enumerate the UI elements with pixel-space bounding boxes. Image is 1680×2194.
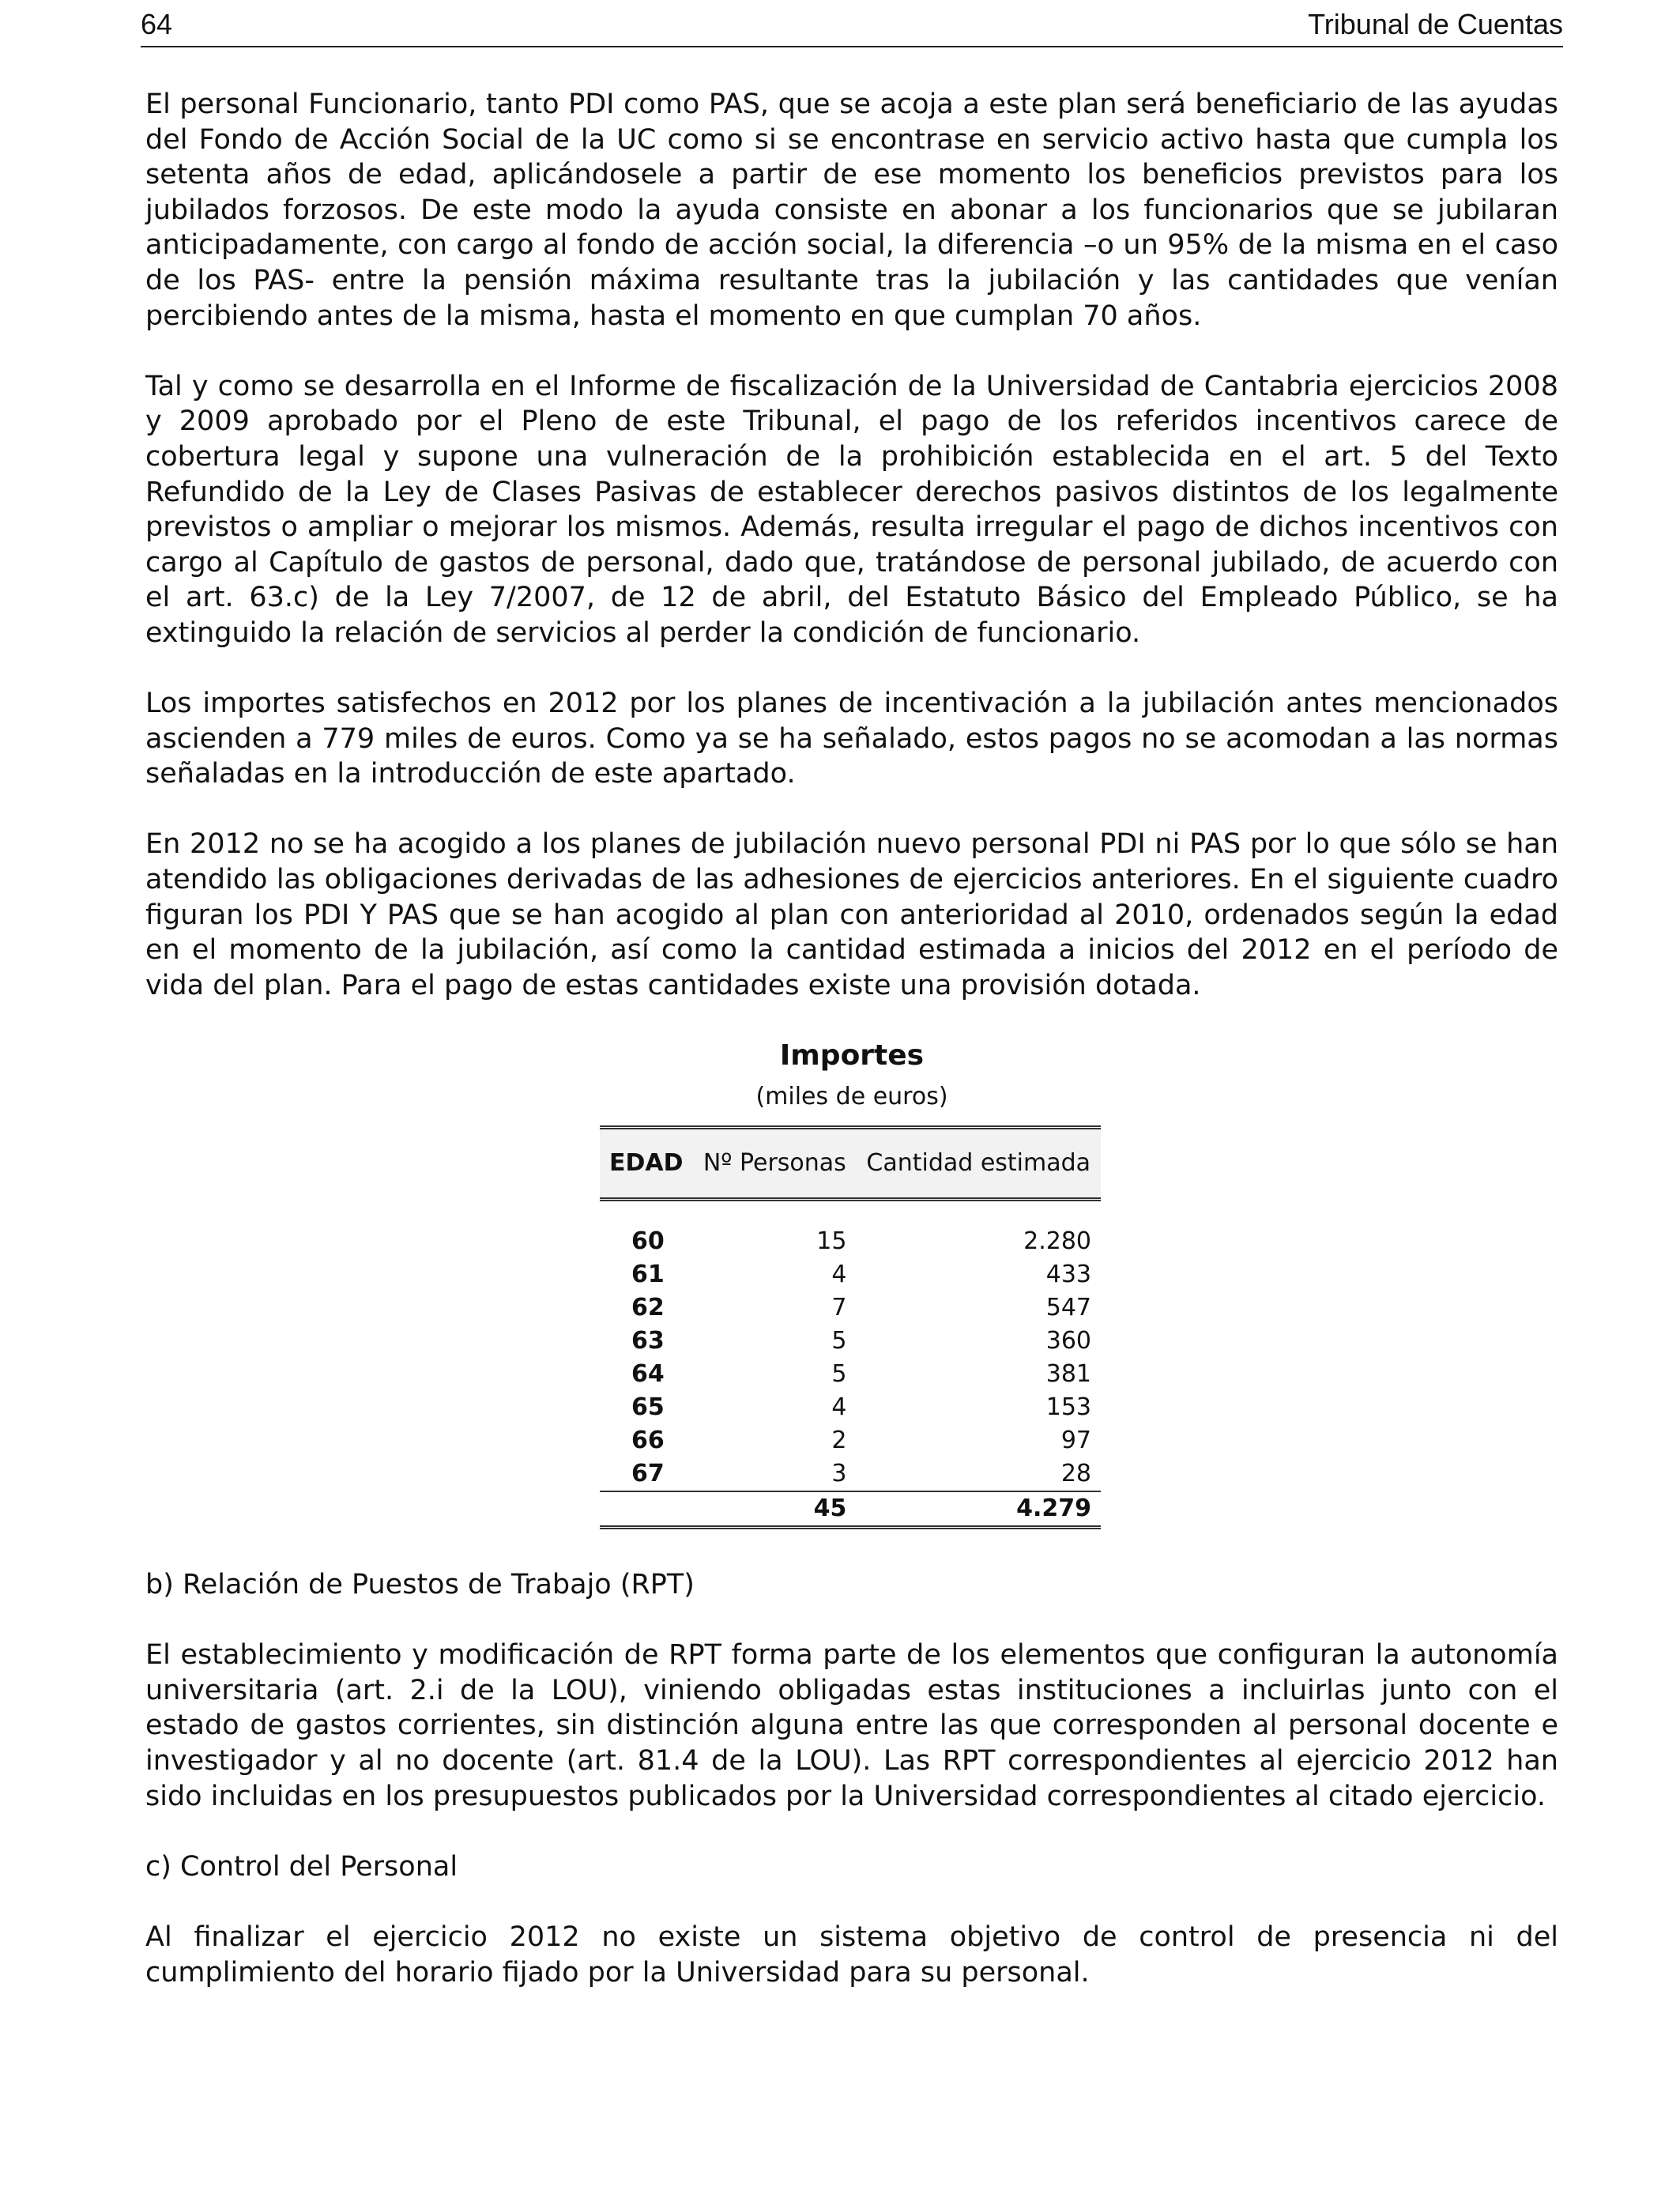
table-row	[600, 1225, 1101, 1258]
table-row	[600, 1457, 1101, 1491]
total-personas: 45	[693, 1491, 856, 1528]
page-number: 64	[141, 8, 173, 40]
table-row	[600, 1424, 1101, 1457]
importes-table-block	[145, 1039, 1558, 1529]
table-spacer-row	[600, 1200, 1101, 1226]
total-label-cell	[600, 1491, 693, 1528]
edad-cell: 60	[631, 1227, 665, 1256]
edad-cell: 66	[631, 1427, 665, 1455]
personas-cell: 2	[831, 1427, 847, 1455]
cantidad-cell: 433	[1045, 1261, 1091, 1289]
cantidad-cell: 360	[1045, 1327, 1091, 1355]
cantidad-cell: 97	[1060, 1427, 1091, 1455]
edad-cell: 63	[631, 1327, 665, 1355]
personas-cell: 5	[831, 1360, 847, 1389]
table-total-row	[600, 1491, 1101, 1528]
table-subtitle: (miles de euros)	[755, 1083, 948, 1111]
total-cantidad: 4.279	[856, 1491, 1101, 1528]
column-header-edad: EDAD	[600, 1128, 693, 1200]
paragraph-2: Tal y como se desarrolla en el Informe de fiscalización de la Universidad de Cantabria ejercicios 2008 y 2009 aprobado por el Pleno de este Tribunal, el pago de los referidos incentivos carece de cobertura legal y supone una vulneración de la prohibición establecida en el art. 5 del Texto Refundido de la Ley de Clases Pasivas de establecer derechos pasivos distintos de los legalmente previstos o ampliar o mejorar los mismos. Además, resulta irregular el pago de dichos incentivos con cargo al Capítulo de gastos de personal, dado que, tratándose de personal jubilado, de acuerdo con el art. 63.c) de la Ley 7/2007, de 12 de abril, del Estatuto Básico del Empleado Público, se ha extinguido la relación de servicios al perder la condición de funcionario.	[145, 370, 1558, 649]
column-header-personas: Nº Personas	[693, 1128, 856, 1200]
table-title: Importes	[779, 1039, 925, 1072]
edad-cell: 62	[631, 1294, 665, 1322]
table-row	[600, 1391, 1101, 1424]
table-row	[600, 1258, 1101, 1291]
cantidad-cell: 381	[1045, 1360, 1091, 1389]
paragraph-5: El establecimiento y modificación de RPT forma parte de los elementos que configuran la autonomía universitaria (art. 2.i de la LOU), viniendo obligadas estas instituciones a incluirlas junto con el estado de gastos corrientes, sin distinción alguna entre las que corresponden al personal docente e investigador y al no docente (art. 81.4 de la LOU). Las RPT correspondientes al ejercicio 2012 han sido incluidas en los presupuestos publicados por la Universidad correspondientes al citado ejercicio.	[145, 1639, 1558, 1812]
edad-cell: 61	[631, 1261, 665, 1289]
edad-cell: 67	[631, 1460, 665, 1488]
page-header	[141, 0, 1563, 47]
personas-cell: 15	[816, 1227, 847, 1256]
running-title: Tribunal de Cuentas	[1308, 8, 1563, 40]
paragraph-3: Los importes satisfechos en 2012 por los planes de incentivación a la jubilación antes mencionados ascienden a 779 miles de euros. Como ya se ha señalado, estos pagos no se acomodan a las normas señaladas en la introducción de este apartado.	[145, 688, 1558, 790]
paragraph-6: Al finalizar el ejercicio 2012 no existe un sistema objetivo de control de presencia ni del cumplimiento del horario fijado por la Universidad para su personal.	[145, 1921, 1558, 1989]
importes-table	[600, 1125, 1101, 1529]
paragraph-1: El personal Funcionario, tanto PDI como PAS, que se acoja a este plan será beneficiario de las ayudas del Fondo de Acción Social de la UC como si se encontrase en servicio activo hasta que cumpla los setenta años de edad, aplicándosele a partir de ese momento los beneficios previstos para los jubilados forzosos. De este modo la ayuda consiste en abonar a los funcionarios que se jubilaran anticipadamente, con cargo al fondo de acción social, la diferencia –o un 95% de la misma en el caso de los PAS- entre la pensión máxima resultante tras la jubilación y las cantidades que venían percibiendo antes de la misma, hasta el momento en que cumplan 70 años.	[145, 89, 1558, 332]
section-heading-control: c) Control del Personal	[145, 1850, 458, 1883]
cantidad-cell: 153	[1045, 1393, 1091, 1422]
personas-cell: 3	[831, 1460, 847, 1488]
table-header-row	[600, 1128, 1101, 1200]
table-row	[600, 1325, 1101, 1358]
paragraph-4: En 2012 no se ha acogido a los planes de jubilación nuevo personal PDI ni PAS por lo que sólo se han atendido las obligaciones derivadas de las adhesiones de ejercicios anteriores. En el siguiente cuadro figuran los PDI Y PAS que se han acogido al plan con anterioridad al 2010, ordenados según la edad en el momento de la jubilación, así como la cantidad estimada a inicios del 2012 en el período de vida del plan. Para el pago de estas cantidades existe una provisión dotada.	[145, 828, 1558, 1001]
personas-cell: 7	[831, 1294, 847, 1322]
cantidad-cell: 28	[1060, 1460, 1091, 1488]
cantidad-cell: 2.280	[1023, 1227, 1091, 1256]
document-body	[145, 87, 1558, 2026]
cantidad-cell: 547	[1045, 1294, 1091, 1322]
edad-cell: 65	[631, 1393, 665, 1422]
column-header-cantidad: Cantidad estimada	[856, 1128, 1101, 1200]
section-heading-rpt: b) Relación de Puestos de Trabajo (RPT)	[145, 1569, 695, 1601]
table-row	[600, 1358, 1101, 1391]
table-row	[600, 1291, 1101, 1325]
personas-cell: 5	[831, 1327, 847, 1355]
edad-cell: 64	[631, 1360, 665, 1389]
personas-cell: 4	[831, 1261, 847, 1289]
personas-cell: 4	[831, 1393, 847, 1422]
